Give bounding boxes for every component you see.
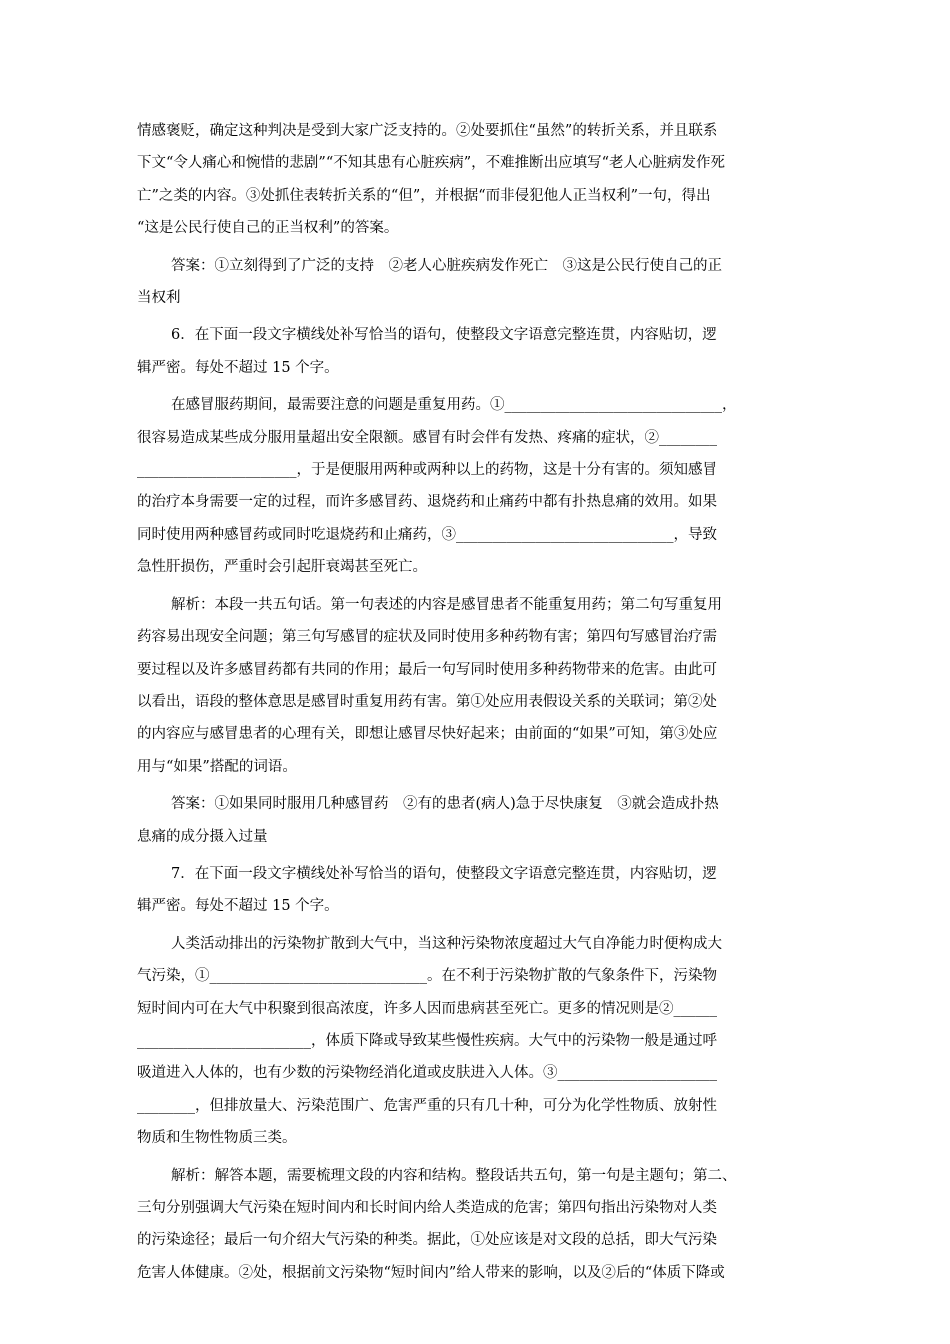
document-page (137, 115, 817, 1294)
text-line: 情感褒贬，确定这种判决是受到大家广泛支持的。②处要抓住“虽然”的转折关系，并且联系 (137, 123, 718, 139)
text-line: 三句分别强调大气污染在短时间内和长时间内给人类造成的危害；第四句指出污染物对人类 (137, 1200, 717, 1216)
text-line: 6．在下面一段文字横线处补写恰当的语句，使整段文字语意完整连贯，内容贴切，逻 (171, 327, 717, 344)
text-line: 以看出，语段的整体意思是感冒时重复用药有害。第①处应用表假设关系的关联词；第②处 (137, 693, 717, 710)
text-line: ______________________，于是便服用两种或两种以上的药物，这是十分有害的。须知感冒 (137, 462, 717, 479)
paragraph-analysis-6 (137, 589, 817, 783)
text-line: ________________________，体质下降或导致某些慢性疾病。大气中的污染物一般是通过呼 (137, 1032, 717, 1049)
paragraph-passage-7 (137, 928, 817, 1155)
text-line: 答案：①立刻得到了广泛的支持 ②老人心脏疾病发作死亡 ③这是公民行使自己的正 (171, 257, 722, 274)
text-line: “这是公民行使自己的正当权利”的答案。 (137, 220, 399, 237)
text-line: 短时间内可在大气中积聚到很高浓度，许多人因而患病甚至死亡。更多的情况则是②______ (137, 1000, 717, 1017)
text-line: 当权利 (137, 290, 181, 307)
paragraph-analysis-5-cont (137, 115, 817, 245)
paragraph-question-6 (137, 319, 817, 384)
text-line: 息痛的成分摄入过量 (137, 828, 268, 845)
text-line: 7．在下面一段文字横线处补写恰当的语句，使整段文字语意完整连贯，内容贴切，逻 (171, 865, 717, 882)
text-line: 气污染，①______________________________。在不利于污染物扩散的气象条件下，污染物 (137, 968, 717, 985)
text-line: 物质和生物性物质三类。 (137, 1130, 297, 1147)
text-line: 下文“令人痛心和惋惜的悲剧”“不知其患有心脏疾病”，不难推断出应填写“老人心脏病发作死 (137, 155, 726, 172)
paragraph-passage-6 (137, 389, 817, 583)
text-line: 在感冒服药期间，最需要注意的问题是重复用药。①______________________________， (171, 397, 737, 414)
text-line: 同时使用两种感冒药或同时吃退烧药和止痛药，③______________________________，导致 (137, 526, 717, 543)
text-line: 亡”之类的内容。③处抓住表转折关系的“但”，并根据“而非侵犯他人正当权利”一句，得出 (137, 187, 711, 204)
text-line: 辑严密。每处不超过 15 个字。 (137, 359, 339, 376)
text-line: 解析：解答本题，需要梳理文段的内容和结构。整段话共五句，第一句是主题句；第二、 (171, 1167, 737, 1184)
text-line: 危害人体健康。②处，根据前文污染物“短时间内”给人带来的影响，以及②后的“体质下降或 (137, 1264, 725, 1281)
text-line: 药容易出现安全问题；第三句写感冒的症状及同时使用多种药物有害；第四句写感冒治疗需 (137, 629, 717, 646)
text-line: ________，但排放量大、污染范围广、危害严重的只有几十种，可分为化学性物质、放射性 (137, 1097, 717, 1114)
text-line: 要过程以及许多感冒药都有共同的作用；最后一句写同时使用多种药物带来的危害。由此可 (137, 661, 717, 678)
paragraph-question-7 (137, 858, 817, 923)
text-line: 用与“如果”搭配的词语。 (137, 758, 297, 775)
text-line: 的治疗本身需要一定的过程，而许多感冒药、退烧药和止痛药中都有扑热息痛的效用。如果 (137, 494, 717, 511)
text-line: 吸道进入人体的，也有少数的污染物经消化道或皮肤进入人体。③______________________ (137, 1065, 717, 1082)
text-line: 很容易造成某些成分服用量超出安全限额。感冒有时会伴有发热、疼痛的症状，②________ (137, 429, 717, 446)
text-line: 的污染途径；最后一句介绍大气污染的种类。据此，①处应该是对文段的总括，即大气污染 (137, 1232, 717, 1249)
paragraph-answer-5 (137, 250, 817, 315)
text-line: 的内容应与感冒患者的心理有关，即想让感冒尽快好起来；由前面的“如果”可知，第③处应 (137, 726, 718, 743)
text-line: 答案：①如果同时服用几种感冒药 ②有的患者(病人)急于尽快康复 ③就会造成扑热 (171, 796, 719, 813)
paragraph-analysis-7 (137, 1160, 817, 1290)
text-line: 辑严密。每处不超过 15 个字。 (137, 898, 339, 915)
text-line: 人类活动排出的污染物扩散到大气中，当这种污染物浓度超过大气自净能力时便构成大 (171, 935, 722, 952)
text-line: 急性肝损伤，严重时会引起肝衰竭甚至死亡。 (137, 559, 427, 576)
paragraph-answer-6 (137, 788, 817, 853)
text-line: 解析：本段一共五句话。第一句表述的内容是感冒患者不能重复用药；第二句写重复用 (171, 596, 722, 613)
